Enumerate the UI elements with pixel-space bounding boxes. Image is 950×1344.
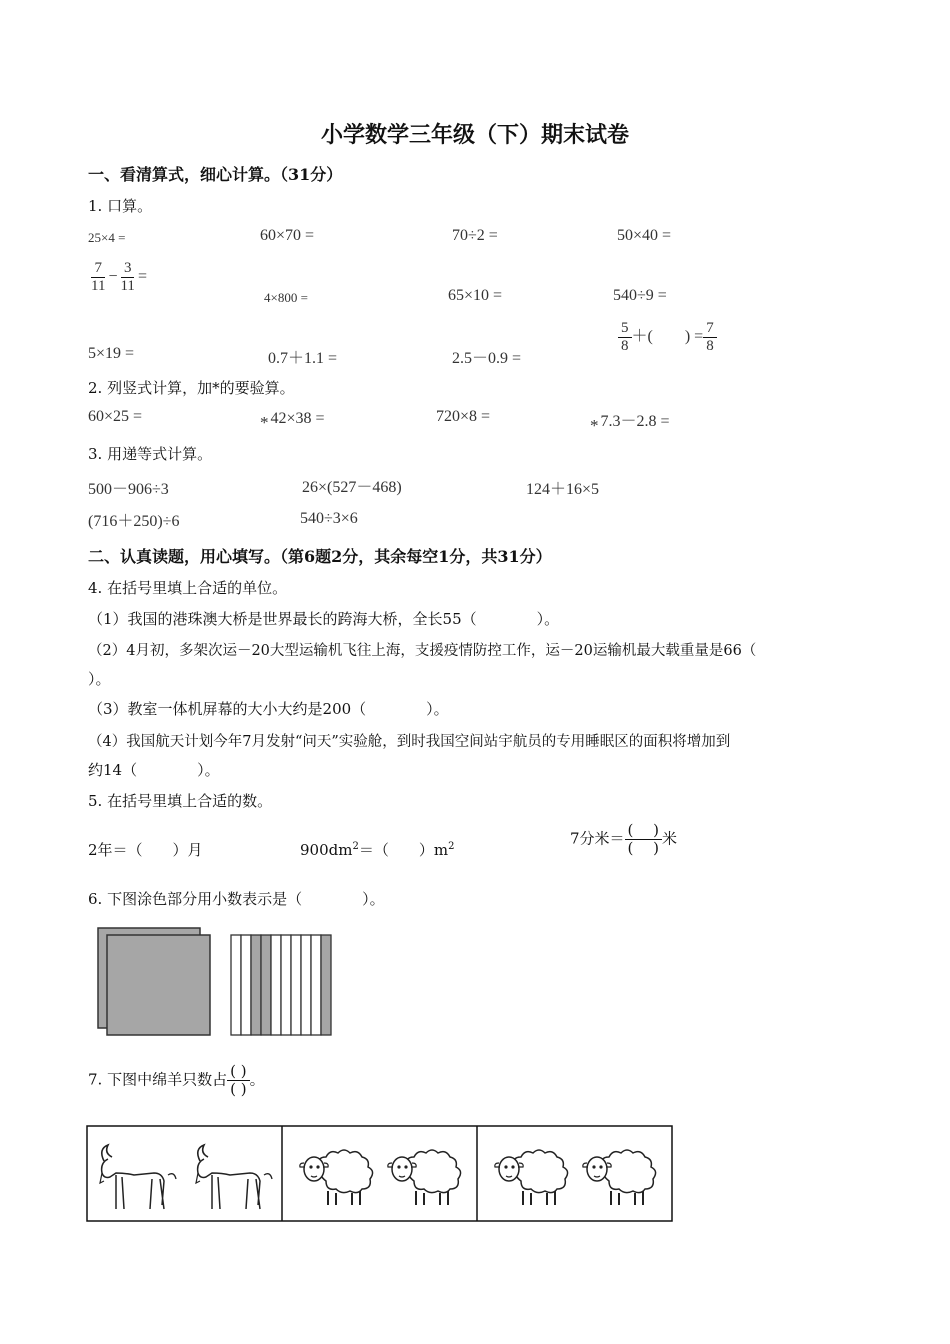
q4-sentence-4a: （4）我国航天计划今年7月发射“问天”实验舱，到时我国空间站宇航员的专用睡眠区的面积将增加到: [88, 734, 731, 750]
q6-strip: [311, 935, 321, 1035]
q3-label: 3. 用递等式计算。: [88, 445, 213, 463]
q1-expr-3: 70÷2 =: [452, 227, 498, 244]
q1-expr-8: 540÷9 =: [613, 287, 667, 304]
fraction-blank: $\frac{( )}{( )}$: [227, 1063, 249, 1098]
q5-item-a: 2年＝（ ）月: [88, 841, 203, 859]
q1-fraction-fill: $\frac{5}{8}$ ＋( ) = $\frac{7}{8}$: [618, 320, 717, 355]
q1-expr-7: 65×10 =: [448, 287, 503, 304]
q2-expr-4: * 7.3－2.8 =: [590, 413, 670, 435]
q7-animal-table: [86, 1125, 676, 1223]
q6-label: 6. 下图涂色部分用小数表示是（ ）。: [88, 890, 385, 908]
q5-item-b: $900dm^2=$（ ）$m^2$: [300, 841, 455, 859]
q6-strip-group: [231, 935, 331, 1035]
q7-table-border: [87, 1126, 672, 1221]
q2-expr-1: 60×25 =: [88, 408, 143, 425]
q3-expr-5: 540÷3×6: [300, 510, 358, 527]
q3-expr-4: (716＋250)÷6: [88, 513, 180, 530]
q4-label: 4. 在括号里填上合适的单位。: [88, 579, 288, 597]
q1-expr-11: 2.5－0.9 =: [452, 350, 522, 367]
fraction-blank: $\frac{( )}{( )}$: [625, 822, 662, 857]
q1-expr-9: 5×19 =: [88, 345, 135, 362]
q6-figure: [95, 925, 335, 1037]
page-title: 小学数学三年级（下）期末试卷: [320, 122, 629, 148]
q4-sentence-3: （3）教室一体机屏幕的大小大约是200（ ）。: [88, 700, 449, 718]
q6-square-front: [107, 935, 210, 1035]
q1-expr-2: 60×70 =: [260, 227, 315, 244]
q2-label: 2. 列竖式计算，加*的要验算。: [88, 379, 295, 397]
q6-strip: [231, 935, 241, 1035]
q6-strip: [251, 935, 261, 1035]
fraction: $\frac{3}{11}$: [120, 260, 135, 294]
q4-sentence-2a: （2）4月初，多架次运－20大型运输机飞往上海，支援疫情防控工作，运－20运输机最大载重量是66（: [88, 643, 757, 659]
q1-label: 1. 口算。: [88, 197, 153, 215]
fraction: $\frac{5}{8}$: [618, 320, 632, 355]
q3-expr-2: 26×(527－468): [302, 479, 402, 496]
q1-fraction-expr: $\frac{7}{11}$ − $\frac{3}{11}$ =: [88, 260, 147, 295]
q4-sentence-4b: 约14（ ）。: [88, 761, 220, 779]
q6-strip: [301, 935, 311, 1035]
q4-sentence-1: （1）我国的港珠澳大桥是世界最长的跨海大桥，全长55（ ）。: [88, 610, 560, 628]
q6-strip: [241, 935, 251, 1035]
q2-expr-2: * 42×38 =: [260, 410, 325, 432]
q2-expr-3: 720×8 =: [436, 408, 491, 425]
q6-strip: [321, 935, 331, 1035]
q1-expr-6: 4×800 =: [264, 290, 308, 305]
fraction: $\frac{7}{11}$: [91, 260, 106, 294]
q3-expr-3: 124＋16×5: [526, 481, 600, 498]
q6-strip: [281, 935, 291, 1035]
section1-heading: 一、看清算式，细心计算。（31分）: [88, 165, 343, 184]
q6-strip: [261, 935, 271, 1035]
q3-expr-1: 500－906÷3: [88, 481, 169, 498]
q1-expr-10: 0.7＋1.1 =: [268, 350, 338, 367]
q6-strip: [271, 935, 281, 1035]
q5-label: 5. 在括号里填上合适的数。: [88, 792, 273, 810]
fraction: $\frac{7}{8}$: [703, 320, 717, 355]
q6-strip: [291, 935, 301, 1035]
q1-expr-1: 25×4 =: [88, 230, 126, 245]
q7-label-line: 7. 下图中绵羊只数占 $\frac{( )}{( )}$ 。: [88, 1062, 265, 1098]
q1-expr-4: 50×40 =: [617, 227, 672, 244]
q5-item-c: 7分米＝ $\frac{( )}{( )}$ 米: [570, 821, 678, 857]
section2-heading: 二、认真读题，用心填写。（第6题2分，其余每空1分，共31分）: [88, 547, 552, 566]
q4-sentence-2b: ）。: [88, 670, 111, 688]
